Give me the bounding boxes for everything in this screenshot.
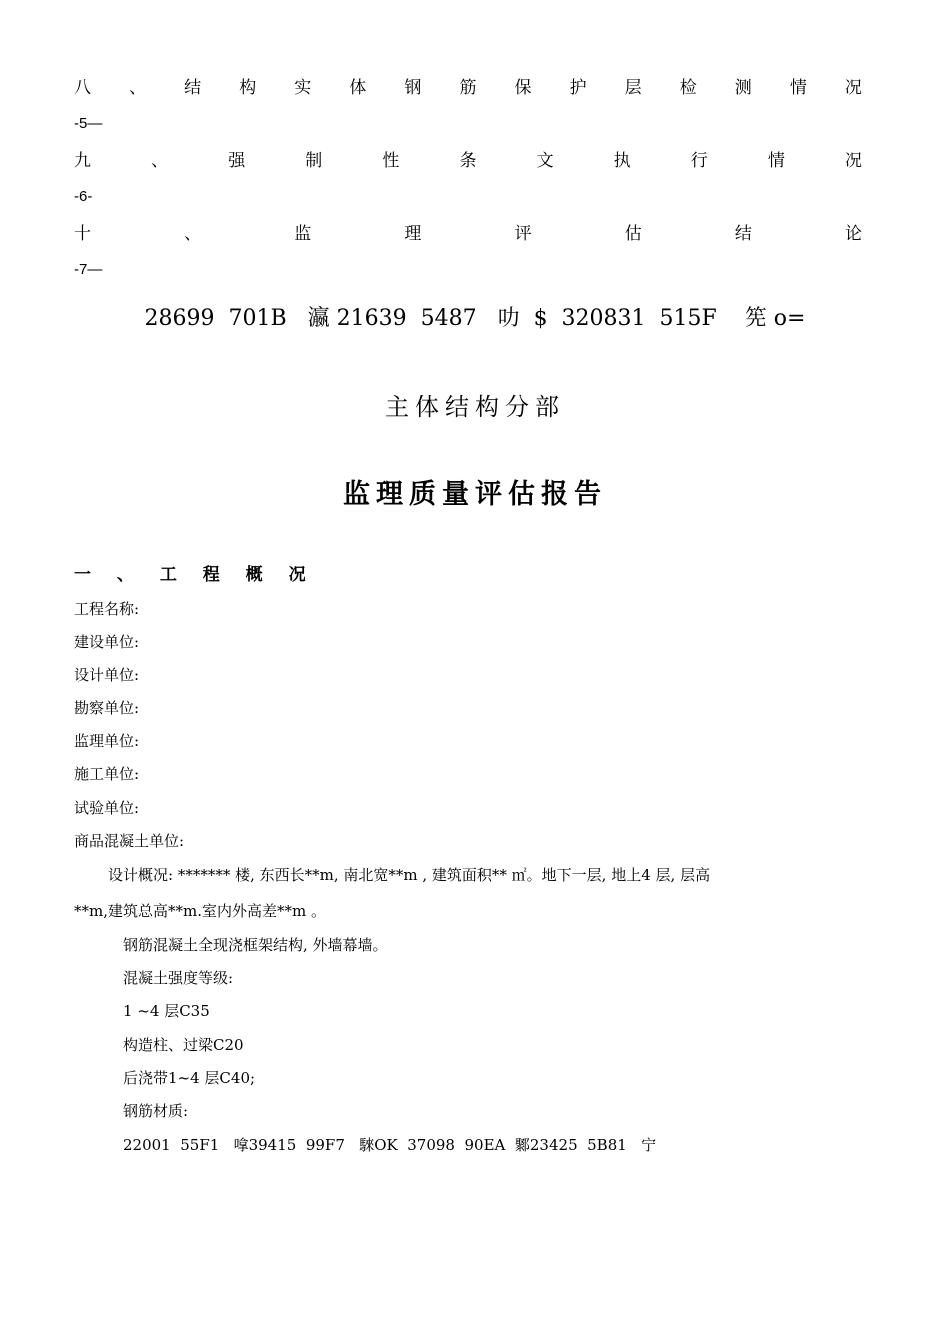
toc-page-number: -7— xyxy=(74,261,103,278)
toc-row-8 xyxy=(74,76,862,100)
toc-char: 结 xyxy=(734,224,752,244)
toc-row-9 xyxy=(74,149,862,173)
toc-char: 九 xyxy=(74,151,91,171)
toc-char: 情 xyxy=(767,151,785,171)
field-testing-unit: 试验单位: xyxy=(74,799,140,817)
document-subtitle: 主体结构分部 xyxy=(385,393,565,421)
concrete-grade-label: 混凝土强度等级: xyxy=(123,969,234,987)
garbled-text-line: 22001 55F1 嗱39415 99F7 騋OK 37098 90EA 鄹23425 5B81 宁 xyxy=(123,1136,657,1154)
design-overview-line: 设计概况: ******* 楼, 东西长**m, 南北宽**m , 建筑面积** ㎡。地下一层, 地上4 层, 层高 xyxy=(108,866,711,884)
toc-char: 八 xyxy=(74,78,91,98)
toc-char: 估 xyxy=(624,224,642,244)
toc-char: 层 xyxy=(624,78,642,98)
garbled-text-line: 28699 701B 瀛 21639 5487 叻 $ 320831 515F 筅 o= xyxy=(144,306,806,331)
toc-char: 检 xyxy=(679,78,697,98)
toc-char: 实 xyxy=(294,78,312,98)
concrete-grade-floors: 1 ~4 层C35 xyxy=(123,1002,210,1020)
toc-char: 理 xyxy=(404,224,422,244)
toc-char: 结 xyxy=(184,78,202,98)
design-overview-paragraph xyxy=(74,864,880,922)
field-concrete-supplier: 商品混凝土单位: xyxy=(74,832,185,850)
toc-char: 保 xyxy=(514,78,532,98)
toc-char: 构 xyxy=(239,78,257,98)
toc-char: 监 xyxy=(294,224,312,244)
toc-page-number: -5— xyxy=(74,115,103,132)
field-supervision-unit: 监理单位: xyxy=(74,732,140,750)
toc-char: 钢 xyxy=(404,78,422,98)
field-design-unit: 设计单位: xyxy=(74,666,140,684)
toc-page-number: -6- xyxy=(74,188,93,205)
field-contractor-unit: 施工单位: xyxy=(74,765,140,783)
field-survey-unit: 勘察单位: xyxy=(74,699,140,717)
toc-char: 况 xyxy=(844,78,862,98)
toc-char: 护 xyxy=(569,78,587,98)
toc-char: 行 xyxy=(690,151,708,171)
toc-char: 执 xyxy=(613,151,631,171)
toc-char: 况 xyxy=(844,151,862,171)
concrete-grade-columns: 构造柱、过梁C20 xyxy=(123,1036,244,1054)
toc-row-10 xyxy=(74,222,862,246)
toc-char: 评 xyxy=(514,224,532,244)
toc-char: 论 xyxy=(844,224,862,244)
toc-char: 情 xyxy=(789,78,807,98)
toc-char: 强 xyxy=(228,151,246,171)
structure-type: 钢筋混凝土全现浇框架结构, 外墙幕墙。 xyxy=(123,936,388,954)
toc-char: 十 xyxy=(74,224,91,244)
rebar-material-label: 钢筋材质: xyxy=(123,1102,189,1120)
toc-char: 、 xyxy=(151,151,169,171)
toc-char: 、 xyxy=(129,78,147,98)
field-construction-unit: 建设单位: xyxy=(74,633,140,651)
concrete-grade-post-pour: 后浇带1~4 层C40; xyxy=(123,1069,256,1087)
toc-char: 条 xyxy=(459,151,477,171)
toc-char: 筋 xyxy=(459,78,477,98)
section-heading: 一 、 工 程 概 况 xyxy=(74,565,316,585)
document-title: 监理质量评估报告 xyxy=(343,479,607,510)
toc-char: 文 xyxy=(536,151,554,171)
field-project-name: 工程名称: xyxy=(74,600,140,618)
toc-char: 测 xyxy=(734,78,752,98)
toc-char: 体 xyxy=(349,78,367,98)
toc-char: 性 xyxy=(382,151,400,171)
design-overview-line: **m,建筑总高**m.室内外高差**m 。 xyxy=(74,902,326,920)
toc-char: 制 xyxy=(305,151,323,171)
toc-char: 、 xyxy=(184,224,202,244)
